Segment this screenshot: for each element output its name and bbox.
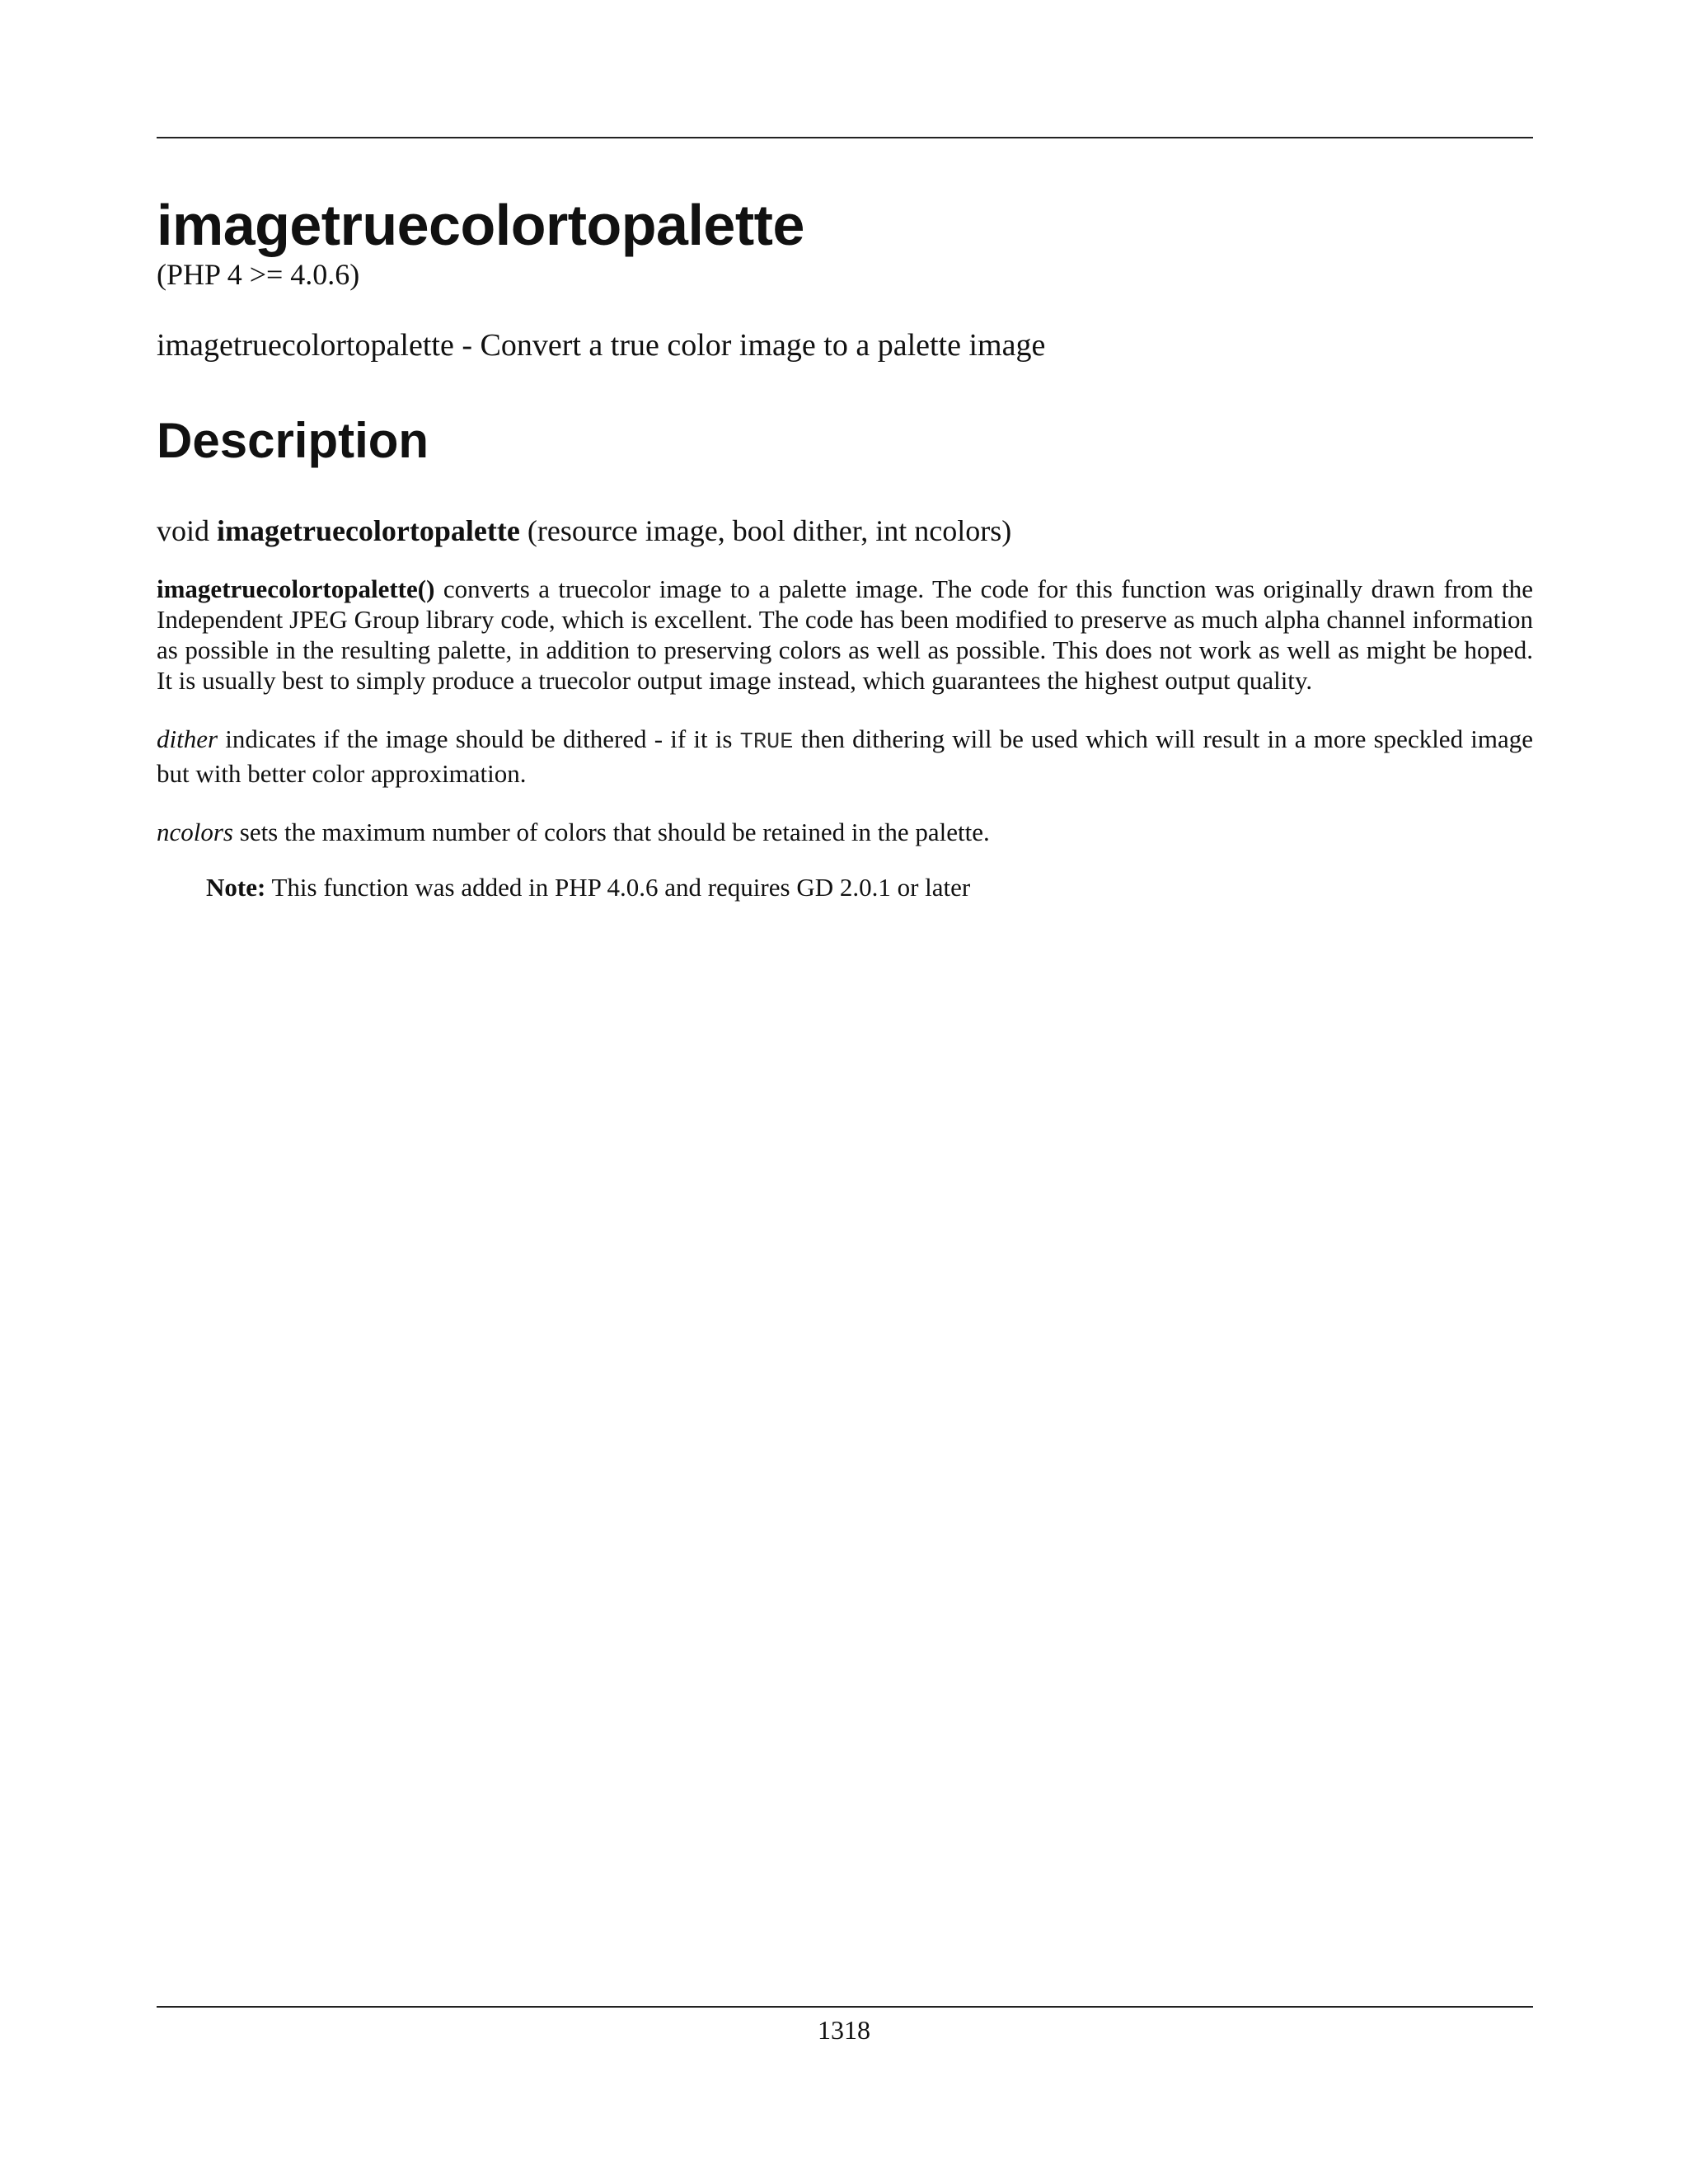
parameter-name-ncolors: ncolors (157, 817, 233, 846)
function-refname: imagetruecolortopalette - Convert a true color image to a palette image (157, 328, 1046, 363)
function-synopsis (157, 513, 1533, 549)
description-paragraph (157, 574, 1533, 696)
page-number: 1318 (818, 2015, 870, 2045)
note-block (206, 872, 1533, 902)
synopsis-params: (resource image, bool dither, int ncolors) (527, 513, 1012, 547)
page-content (157, 186, 1533, 902)
paragraph-text: then dithering will be used which will result in a more speckled image but with better color approximation. (157, 724, 1533, 788)
paragraph-text: converts a truecolor image to a palette image. The code for this function was originally drawn from the Independent JPEG Group library code, which is excellent. The code has been modified to preserve as much alpha channel information as possible in the resulting palette, in addition to preserving colors as well as possible. This does not work as well as might be hoped. It is usually best to simply produce a truecolor output image instead, which guarantees the highest output quality. (157, 574, 1533, 695)
footer-rule (157, 2006, 1533, 2008)
note-label: Note: (206, 872, 266, 902)
synopsis-function-name: imagetruecolortopalette (217, 513, 520, 547)
ncolors-paragraph (157, 817, 1533, 847)
note-text: This function was added in PHP 4.0.6 and requires GD 2.0.1 or later (265, 872, 971, 902)
function-title: imagetruecolortopalette (157, 193, 804, 257)
paragraph-text: sets the maximum number of colors that should be retained in the palette. (233, 817, 990, 846)
function-reference: imagetruecolortopalette() (157, 574, 435, 603)
constant-true: TRUE (739, 729, 794, 755)
dither-paragraph (157, 724, 1533, 789)
synopsis-return-type: void (157, 513, 210, 547)
parameter-name-dither: dither (157, 724, 218, 753)
description-heading: Description (157, 412, 429, 468)
header-rule (157, 137, 1533, 138)
paragraph-text: indicates if the image should be dithered - if it is (218, 724, 740, 753)
version-info: (PHP 4 >= 4.0.6) (157, 258, 360, 291)
